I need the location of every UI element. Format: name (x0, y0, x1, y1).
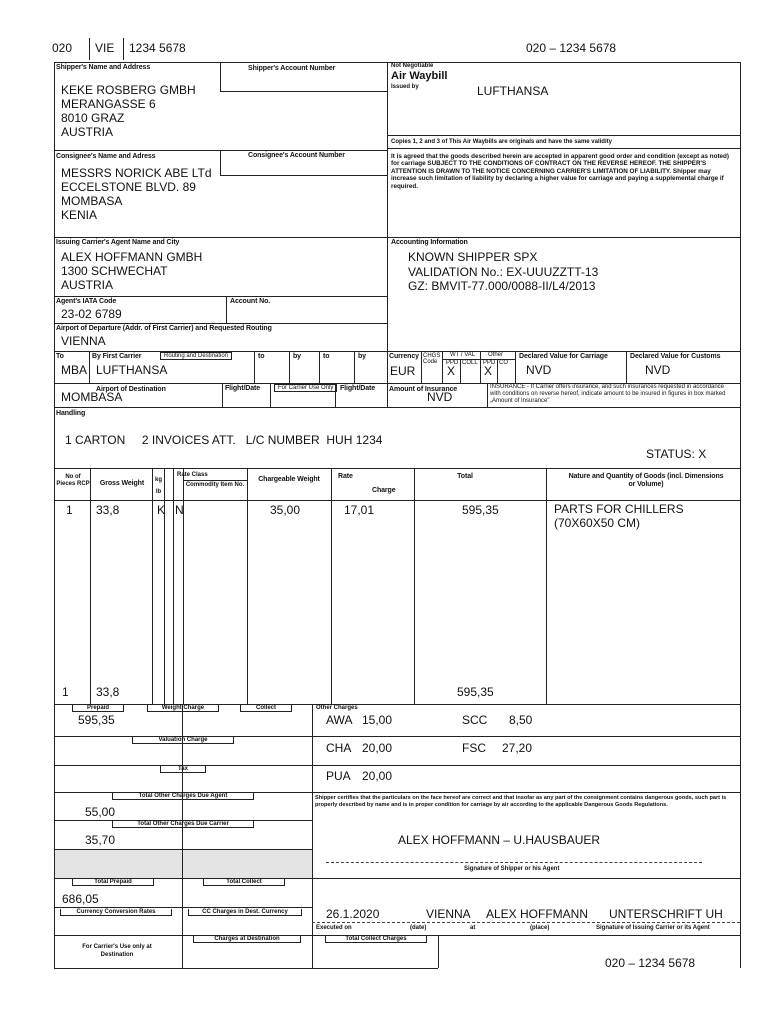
other-charge-2-code: SCC (462, 713, 488, 727)
coll2-label: CO (499, 360, 508, 366)
at-label: at (470, 925, 476, 931)
insurance-note: INSURANCE - If Carrier offers insurance, and such insurances requested in accordance with conditions on reverse hereof, indicate amount to be insured in figures in box marked „Amount of Insurance" (490, 384, 726, 404)
issued-by-label: Issued by (391, 84, 419, 90)
valuation-charge-label: Valuation Charge (132, 737, 234, 744)
carrier-use-label: For Carrier Use Only (274, 384, 337, 392)
due-carrier-value: 35,70 (85, 833, 116, 847)
awb-serial: 1234 5678 (129, 41, 186, 55)
other-label: Other (488, 352, 504, 358)
awb-prefix: 020 (52, 41, 73, 55)
by-first-carrier-label: By First Carrier (92, 353, 142, 360)
consignee-line-4: KENIA (61, 208, 98, 222)
destination-label: Airport of Destination (96, 386, 166, 393)
rate-header: Rate (338, 473, 353, 480)
iata-code: 23-02 6789 (61, 307, 122, 321)
goods-pieces: 1 (66, 503, 73, 517)
total-pieces: 1 (62, 685, 69, 699)
account-no-label: Account No. (230, 298, 271, 305)
flight-date-label-2: Flight/Date (340, 385, 376, 392)
goods-rate: 17,01 (344, 503, 375, 517)
goods-total: 595,35 (462, 503, 499, 517)
to3-label: to (323, 353, 330, 360)
agent-line-3: AUSTRIA (61, 278, 114, 292)
accounting-line-3: GZ: BMVIT-77.000/0088-II/L4/2013 (408, 279, 596, 293)
shipper-line-4: AUSTRIA (61, 125, 114, 139)
chargeable-header: Chargeable Weight (258, 476, 320, 483)
decl-carriage-value: NVD (526, 363, 552, 377)
charge-header: Charge (372, 487, 396, 494)
decl-customs-label: Declared Value for Customs (630, 353, 721, 360)
other-charge-3-amount: 20,00 (362, 741, 393, 755)
other-charge-4-code: FSC (462, 741, 486, 755)
other-charge-4-amount: 27,20 (502, 741, 533, 755)
to2-label: to (258, 353, 265, 360)
due-carrier-label: Total Other Charges Due Carrier (112, 821, 254, 828)
ppd2-label: PPD (483, 360, 496, 366)
decl-customs-value: NVD (645, 363, 671, 377)
place-label: (place) (530, 925, 550, 931)
consignee-line-3: MOMBASA (61, 194, 123, 208)
rate-class-header: Rate Class (177, 472, 208, 478)
other-x: X (484, 364, 493, 378)
departure-value: VIENNA (61, 334, 106, 348)
consignee-line-1: MESSRS NORICK ABE LTd (61, 166, 212, 180)
prepaid-label: Prepaid (72, 705, 124, 712)
goods-nature-2: (70X60X50 CM) (554, 516, 641, 530)
shipper-line-2: MERANGASSE 6 (61, 97, 156, 111)
wt-val-label: WT / VAL (450, 352, 476, 358)
total-collect-charges-label: Total Collect Charges (325, 936, 427, 943)
total-prepaid-label: Total Prepaid (72, 879, 154, 886)
to-value: MBA (61, 363, 88, 377)
chgs-code-label: CHGS Code (423, 353, 441, 365)
conditions-text: It is agreed that the goods described herein are accepted in apparent good order and condition (except as noted) for carriage SUBJECT TO THE CONDITIONS OF CONTRACT ON THE REVERSE HEREOF. THE SHIPPER'S ATTENTION IS DRAWN TO THE NOTICE CONCERNING CARRIER'S LIMITATION OF LIABILITY. Shipper may increase such limitation of liability by declaring a higher value for carriage and paying a supplemental charge if required. (391, 153, 729, 190)
by2-label: by (293, 353, 301, 360)
collect-label: Collect (240, 705, 292, 712)
goods-gross: 33,8 (96, 503, 120, 517)
handling-label: Handling (56, 410, 86, 417)
execution-date: 26.1.2020 (326, 907, 380, 921)
currency-label: Currency (389, 353, 419, 360)
gross-header: Gross Weight (99, 480, 145, 487)
awb-number-top: 020 – 1234 5678 (526, 41, 617, 55)
ppd-label: PPD (446, 360, 459, 366)
iata-label: Agent's IATA Code (56, 298, 117, 305)
agent-line-1: ALEX HOFFMANN GMBH (61, 250, 203, 264)
nature-header: Nature and Quantity of Goods (incl. Dimensions or Volume) (568, 473, 724, 488)
consignee-label: Consignee's Name and Adress (56, 153, 156, 160)
total-prepaid-value: 686,05 (62, 892, 99, 906)
handling-info: 1 CARTON 2 INVOICES ATT. L/C NUMBER HUH 1234 (65, 433, 383, 447)
total-amount: 595,35 (457, 685, 494, 699)
agent-line-2: 1300 SCHWECHAT (61, 264, 168, 278)
insurance-label: Amount of Insurance (389, 386, 458, 393)
routing-destination-label: Routing and Destination (160, 352, 232, 360)
shipper-line-1: KEKE ROSBERG GMBH (61, 83, 196, 97)
departure-label: Airport of Departure (Addr. of First Carrier) and Requested Routing (56, 325, 272, 332)
awb-number-bottom: 020 – 1234 5678 (605, 956, 696, 970)
date-label: (date) (410, 925, 427, 931)
by3-label: by (358, 353, 366, 360)
issuer: LUFTHANSA (477, 84, 549, 98)
total-collect-label: Total Collect (203, 879, 285, 886)
shipper-label: Shipper's Name and Address (56, 64, 151, 71)
execution-place: VIENNA (426, 907, 471, 921)
goods-nature-1: PARTS FOR CHILLERS (554, 502, 684, 516)
consignee-account-label: Consignee's Account Number (248, 152, 345, 159)
copies-note: Copies 1, 2 and 3 of This Air Waybills are originals and have the same validity (391, 139, 612, 145)
other-charge-1-amount: 15,00 (362, 713, 393, 727)
execution-agent: ALEX HOFFMANN (486, 907, 589, 921)
pieces-header: No of Pieces RCP (56, 474, 90, 487)
execution-signature: UNTERSCHRIFT UH (609, 907, 723, 921)
executed-on-label: Executed on (316, 925, 352, 931)
insurance-value: NVD (427, 390, 453, 404)
other-charge-3-code: CHA (326, 741, 352, 755)
wt-val-x: X (447, 364, 456, 378)
goods-chargeable: 35,00 (270, 503, 301, 517)
flight-date-label: Flight/Date (225, 385, 261, 392)
due-agent-label: Total Other Charges Due Agent (112, 793, 254, 800)
to-label: To (56, 353, 64, 360)
shipper-line-3: 8010 GRAZ (61, 111, 125, 125)
conversion-rates-label: Currency Conversion Rates (60, 909, 172, 916)
agent-label: Issuing Carrier's Agent Name and City (56, 239, 180, 246)
cc-charges-label: CC Charges in Dest. Currency (188, 909, 302, 916)
not-negotiable: Not Negotiable (391, 63, 434, 69)
accounting-line-2: VALIDATION No.: EX-UUUZZTT-13 (408, 265, 599, 279)
shipper-account-label: Shipper's Account Number (248, 65, 336, 72)
other-charge-5-code: PUA (326, 769, 351, 783)
carrier-signature-label: Signature of Issuing Carrier or its Agent (596, 925, 710, 931)
accounting-line-1: KNOWN SHIPPER SPX (408, 250, 538, 264)
other-charge-5-amount: 20,00 (362, 769, 393, 783)
carrier-value: LUFTHANSA (96, 363, 168, 377)
weight-charge-label: Weight Charge (147, 705, 219, 712)
accounting-label: Accounting Information (391, 239, 468, 246)
destination-value: MOMBASA (61, 390, 123, 404)
total-gross: 33,8 (96, 685, 120, 699)
commodity-header: Commodity Item No. (185, 482, 245, 488)
weight-charge-prepaid: 595,35 (78, 713, 115, 727)
other-charge-2-amount: 8,50 (509, 713, 533, 727)
currency-value: EUR (390, 364, 416, 378)
goods-rate-class: N (175, 503, 184, 517)
due-agent-value: 55,00 (85, 805, 116, 819)
decl-carriage-label: Declared Value for Carriage (519, 353, 608, 360)
other-charge-1-code: AWA (326, 713, 353, 727)
coll-label: COLL (462, 360, 478, 366)
tax-label: Tax (160, 766, 206, 773)
status: STATUS: X (646, 447, 707, 461)
other-charges-label: Other Charges (316, 705, 358, 711)
kg-header: kg lb (154, 477, 162, 495)
goods-kg: K (157, 503, 166, 517)
certification-text: Shipper certifies that the particulars on the face hereof are correct and that insofar as any part of the consignment contains dangerous goods, such part is properly described by name and is in proper condition for carriage by air according to the applicable Dangerous Goods Regulations. (315, 795, 727, 808)
carrier-use-destination: For Carrier's Use only at Destination (82, 944, 152, 958)
total-header: Total (457, 473, 473, 480)
shipper-signature-label: Signature of Shipper or his Agent (464, 866, 560, 872)
consignee-line-2: ECCELSTONE BLVD. 89 (61, 180, 196, 194)
charges-destination-label: Charges at Destination (193, 936, 301, 943)
awb-airport: VIE (95, 41, 115, 55)
shipper-signer: ALEX HOFFMANN – U.HAUSBAUER (398, 833, 601, 847)
air-waybill-title: Air Waybill (391, 70, 448, 82)
